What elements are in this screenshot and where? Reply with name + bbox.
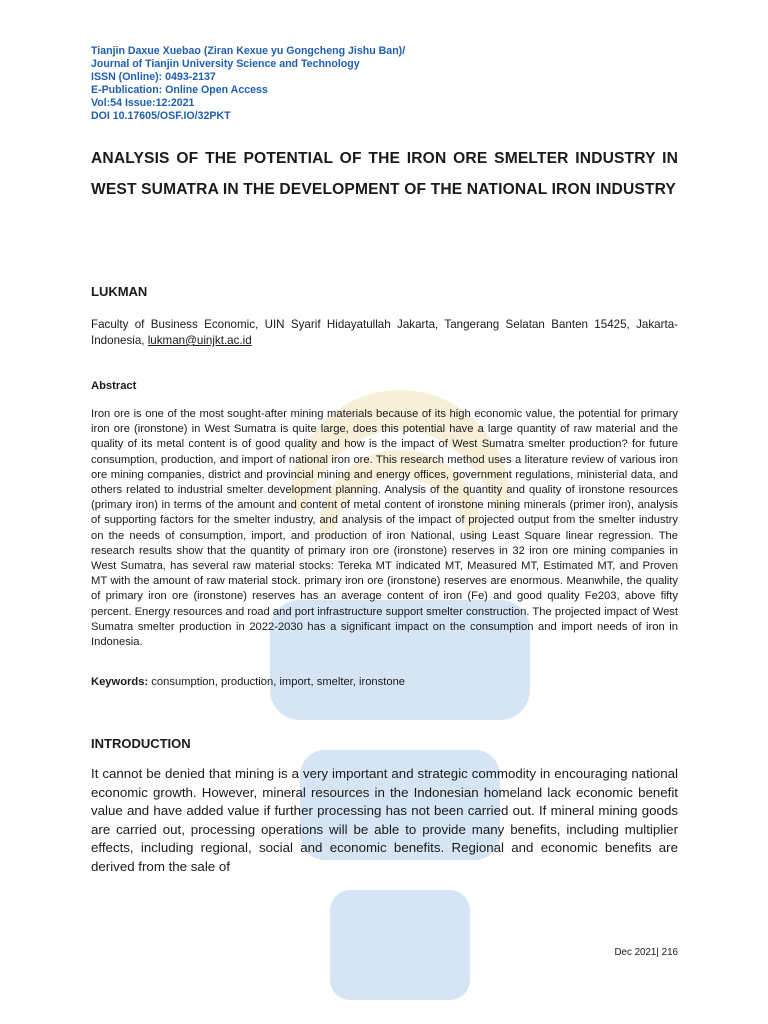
volume-issue-line: Vol:54 Issue:12:2021 [91,97,195,110]
abstract-heading: Abstract [91,380,137,392]
keywords-value: consumption, production, import, smelter, ironstone [148,676,406,688]
publication-type-line: E-Publication: Online Open Access [91,84,268,97]
doi-line: DOI 10.17605/OSF.IO/32PKT [91,110,231,123]
introduction-heading: INTRODUCTION [91,736,191,751]
keywords-label: Keywords: [91,676,149,688]
keywords-line [91,675,678,690]
journal-name-line: Tianjin Daxue Xuebao (Ziran Kexue yu Gongcheng Jishu Ban)/ [91,45,406,57]
journal-english-name: Journal of Tianjin University Science and Technology [91,58,360,71]
page-footer: Dec 2021| 216 [614,947,678,958]
introduction-body: It cannot be denied that mining is a very important and strategic commodity in encouraging national economic growth. However, mineral resources in the Indonesian homeland lack economic benefit value and have added value if further processing has not been carried out. If mineral mining goods are carried out, processing operations will be able to provide many benefits, including multiplier effects, including regional, social and economic benefits. Regional and economic benefits are derived from the sale of [91,766,678,874]
affiliation-text: Faculty of Business Economic, UIN Syarif Hidayatullah Jakarta, Tangerang Selatan Banten 15425, Jakarta-Indonesia, [91,318,678,347]
paper-title: ANALYSIS OF THE POTENTIAL OF THE IRON ORE SMELTER INDUSTRY IN WEST SUMATRA IN THE DEVELOPMENT OF THE NATIONAL IRON INDUSTRY [91,150,678,198]
author-email-link[interactable]: lukman@uinjkt.ac.id [147,334,252,347]
issn-line: ISSN (Online): 0493-2137 [91,71,216,84]
journal-header [91,45,691,124]
author-name: LUKMAN [91,284,148,299]
author-affiliation [91,317,678,349]
abstract-body: Iron ore is one of the most sought-after mining materials because of its high economic value, the potential for primary iron ore (ironstone) in West Sumatra is quite large, does this potential have a large quantity of raw material and the quality of its metal content is of good quality and how is the impact of West Sumatra smelter production? for future consumption, production, and import of national iron ore. This research method uses a literature review of various iron ore mining companies, district and provincial mining and energy offices, government regulations, ministerial data, and others related to industrial smelter development planning. Analysis of the quantity and quality of ironstone resources (primary iron) in terms of the amount and content of metal content of ironstone mining minerals (primer iron), analysis of supporting factors for the smelter industry, and analysis of the impact of projected output from the smelter industry on the needs of consumption, import, and production of iron National, using Least Square linear regression. The research results show that the quantity of primary iron ore (ironstone) reserves in 32 iron ore mining companies in West Sumatra, has several raw material stocks: Tereka MT indicated MT, Measured MT, Estimated MT, and Proven MT with the amount of raw material stock. primary iron ore (ironstone) reserves are enormous. Meanwhile, the quality of primary iron ore (ironstone) reserves has an average content of iron (Fe) and good quality Fe203, above fifty percent. Energy resources and road and port infrastructure support smelter construction. The projected impact of West Sumatra smelter production in 2022-2030 has a significant impact on the consumption and import needs of iron in Indonesia. [91,408,678,649]
